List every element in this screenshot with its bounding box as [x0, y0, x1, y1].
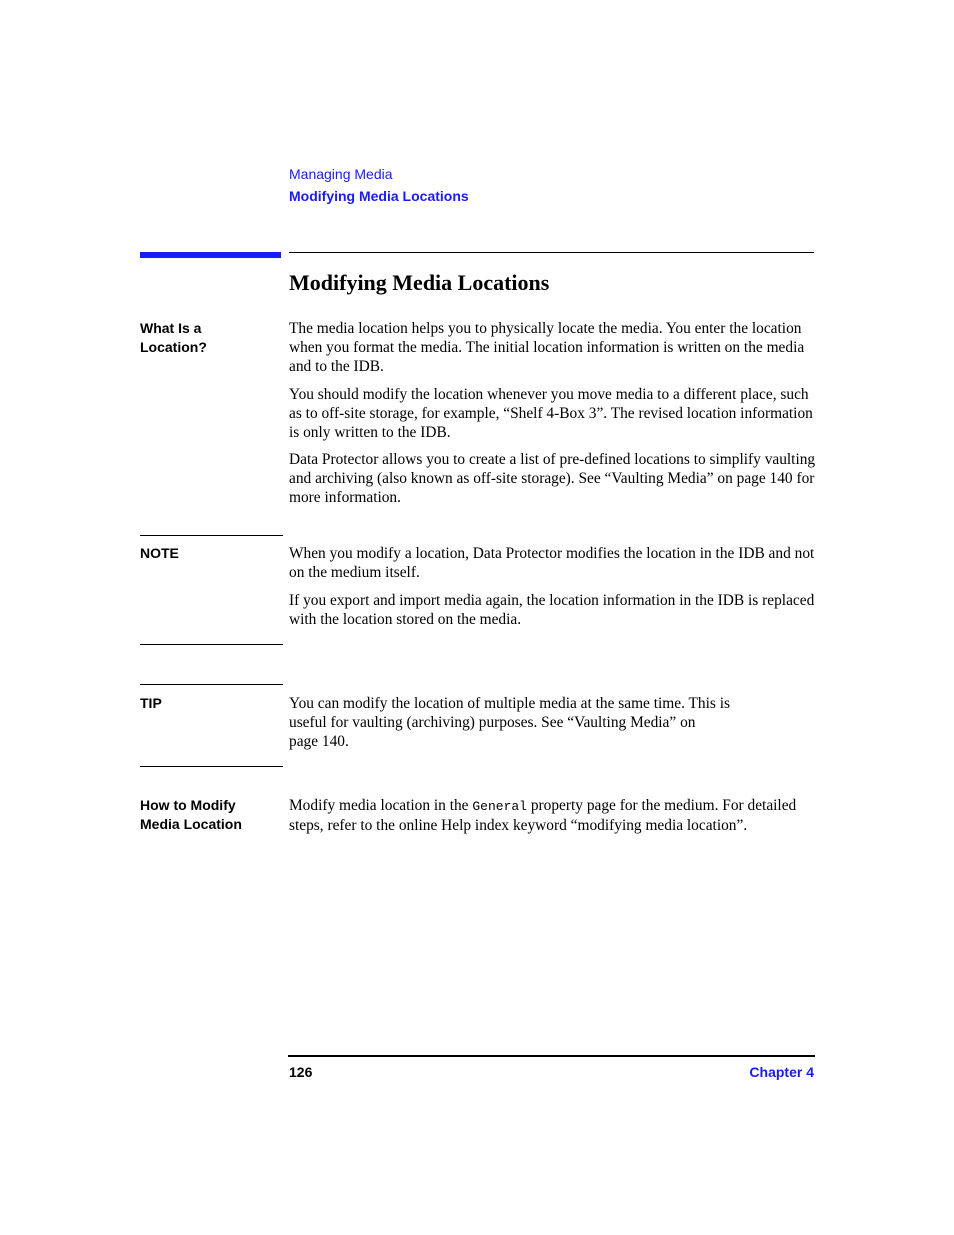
page-number: 126 — [289, 1064, 313, 1080]
note-rule-top — [140, 535, 283, 536]
note-body — [289, 544, 819, 582]
tip-rule-top — [140, 684, 283, 685]
how-to-body — [289, 796, 819, 835]
footer-rule — [288, 1055, 815, 1057]
tip-line: You can modify the location of multiple media at the same time. This is — [289, 695, 730, 712]
tip-line: useful for vaulting (archiving) purposes. See “Vaulting Media” on — [289, 714, 696, 731]
section-accent-bar — [140, 252, 281, 258]
tip-line: page 140. — [289, 733, 349, 750]
paragraph: The media location helps you to physically locate the media. You enter the location when you format the media. The initial location information is written on the media and to the IDB. — [289, 320, 805, 375]
tip-body — [289, 694, 819, 751]
heading-line: How to Modify — [140, 797, 236, 813]
heading-line: Media Location — [140, 816, 242, 832]
paragraph — [289, 796, 819, 835]
what-is-location-heading — [140, 319, 280, 357]
what-is-location-body-3 — [289, 450, 819, 507]
note-body-2 — [289, 591, 819, 629]
note-rule-bottom — [140, 644, 283, 645]
tip-label: TIP — [140, 695, 162, 711]
paragraph: You should modify the location whenever you move media to a different place, such as to off-site storage, for example, “Shelf 4-Box 3”. The revised location information is only written to the IDB. — [289, 386, 813, 441]
note-label: NOTE — [140, 545, 179, 561]
code-general: General — [472, 799, 527, 814]
how-to-heading — [140, 796, 280, 834]
paragraph: When you modify a location, Data Protector modifies the location in the IDB and not on the medium itself. — [289, 545, 815, 581]
chapter-label: Chapter 4 — [749, 1064, 814, 1080]
title-rule — [289, 252, 814, 253]
text: Modify media location in the — [289, 797, 473, 814]
paragraph: Data Protector allows you to create a list of pre-defined locations to simplify vaulting and archiving (also known as off-site storage). See “Vaulting Media” on page 140 for more information. — [289, 451, 816, 506]
tip-rule-bottom — [140, 766, 283, 767]
breadcrumb-section: Managing Media — [289, 166, 393, 182]
breadcrumb-page: Modifying Media Locations — [289, 188, 469, 204]
heading-line: What Is a — [140, 320, 202, 336]
paragraph: If you export and import media again, the location information in the IDB is replaced with the location stored on the media. — [289, 592, 815, 628]
page-title: Modifying Media Locations — [289, 270, 550, 295]
what-is-location-body — [289, 319, 819, 376]
what-is-location-body-2 — [289, 385, 819, 442]
text: property page for the medium. For detailed steps, refer to the online Help index keyword “modifying media location”. — [289, 797, 797, 834]
heading-line: Location? — [140, 339, 207, 355]
